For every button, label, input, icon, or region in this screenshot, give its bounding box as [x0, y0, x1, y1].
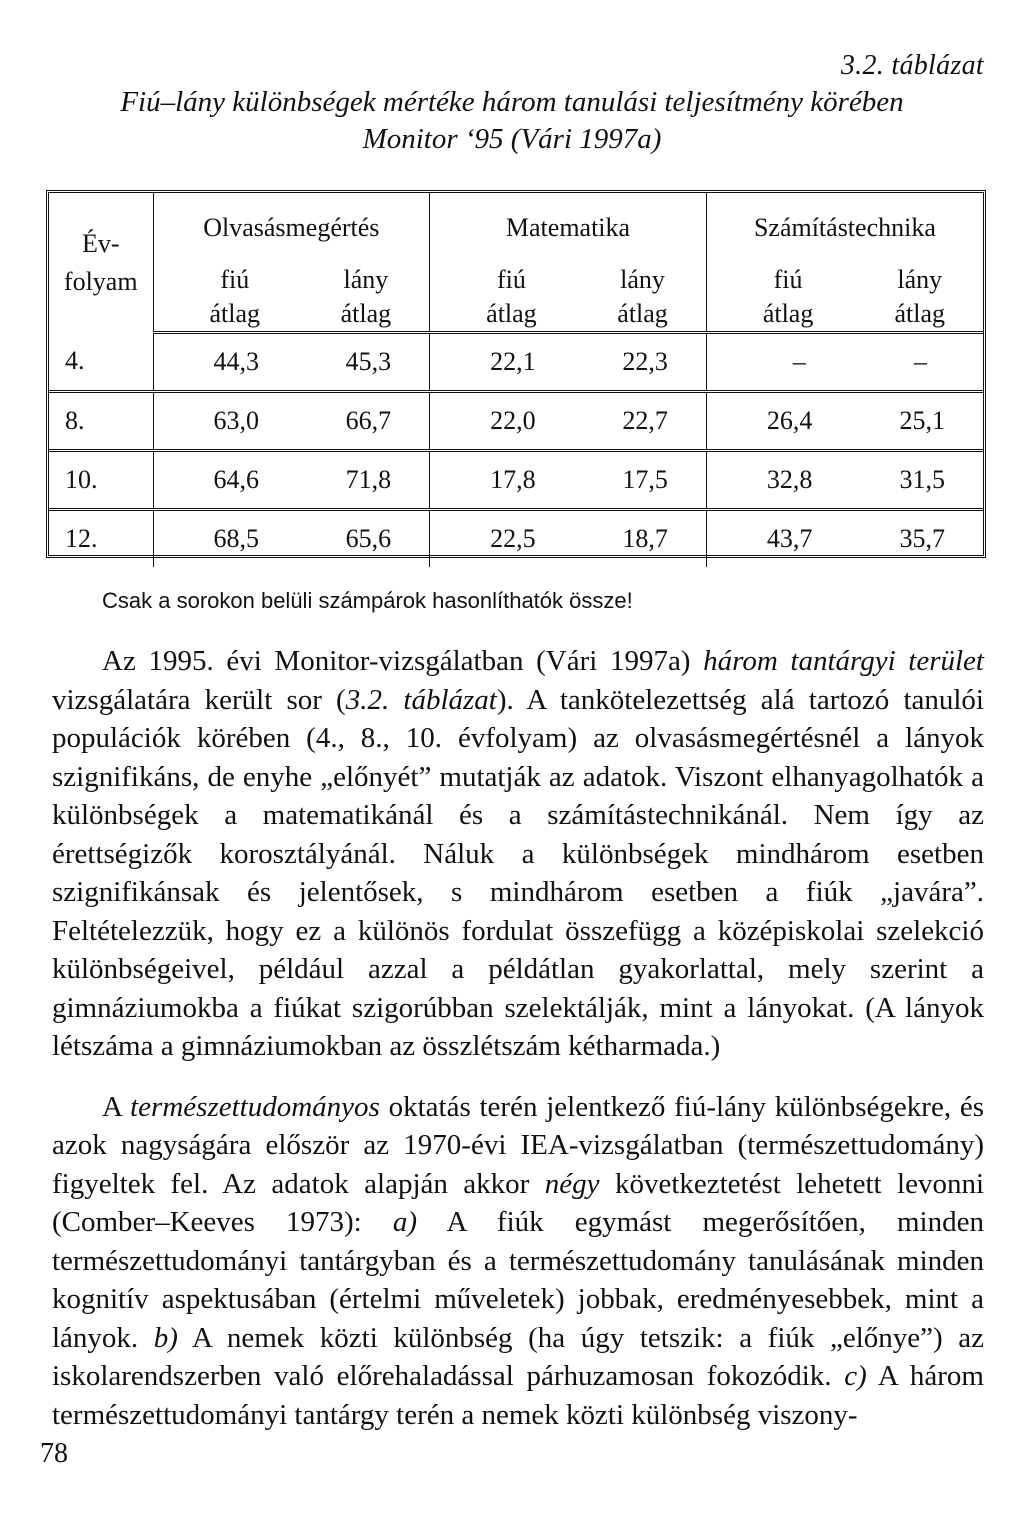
text-run: A — [102, 1090, 131, 1123]
value-cell: 18,7 — [622, 524, 668, 553]
year-cell: 4. — [49, 333, 153, 392]
paragraph-1 — [52, 642, 984, 1066]
text-run: következtetést lehetett levonni (Comber–Keeves 1973): — [52, 1167, 985, 1238]
subheader-boy-top: fiú — [496, 265, 526, 294]
year-header-line-2: folyam — [63, 266, 138, 296]
year-header-line-1: Év- — [81, 228, 120, 258]
text-run: ). A tankötelezettség alá tartozó tanulói populációk körében (4., 8., 10. évfolyam) az olvasásmegértésnél a lányok szignifikáns, de enyhe „előnyét” mutatják az adatok. Viszont elhanyagolhatók a különbségek a matematikánál és a számítástechnikánál. Nem így az érettségizők korosztályánál. Náluk a különbségek mindhárom esetben szignifikánsak és jelentősek, s mindhárom esetben a fiúk „javára”. Feltételezzük, hogy ez a különös fordulat összefügg a középiskolai szelekció különbségeivel, például azzal a példátlan gyakorlattal, mely szerint a gimnáziumokba a fiúkat szigorúbban szelektálják, mint a lányokat. (A lányok létszáma a gimnáziumokban az összlétszám kétharmada.) — [52, 683, 984, 1062]
subheader-girl-top: lány — [620, 265, 665, 294]
subheader-boy-bottom: átlag — [486, 299, 537, 328]
subheader-girl-top: lány — [897, 265, 943, 294]
italic-run: 3.2. táblázat — [345, 683, 497, 716]
value-cell: 26,4 — [766, 406, 813, 435]
year-cell: 8. — [49, 392, 153, 451]
subheader-girl-bottom: átlag — [340, 299, 392, 328]
caption-line-1: Fiú–lány különbségek mértéke három tanulási teljesítmény körében — [120, 86, 904, 118]
subheader-girl-bottom: átlag — [617, 299, 668, 328]
italic-run: négy — [544, 1167, 600, 1200]
subheader-reading — [153, 263, 430, 333]
value-cell: 22,7 — [622, 406, 668, 435]
value-cell: 45,3 — [345, 347, 392, 376]
value-cell: 22,0 — [490, 406, 536, 435]
subheader-girl-bottom: átlag — [894, 299, 945, 328]
year-cell: 10. — [49, 451, 153, 510]
table-row — [49, 392, 983, 451]
body-text — [52, 642, 984, 1456]
subheader-girl-top: lány — [343, 265, 389, 294]
value-cell: 43,7 — [766, 524, 813, 553]
italic-run: b) — [153, 1321, 178, 1354]
text-run: Az 1995. évi Monitor-vizsgálatban (Vári 1997a) — [102, 645, 704, 677]
paragraph-2 — [52, 1088, 984, 1435]
value-cell: 22,5 — [490, 524, 536, 553]
subject-header-math: Matematika — [430, 193, 707, 263]
value-cell: 25,1 — [899, 406, 945, 435]
subject-header-computing: Számítástechnika — [753, 213, 936, 242]
value-cell: 22,3 — [622, 347, 668, 376]
table-number: 3.2. táblázat — [840, 50, 984, 81]
value-cell: 22,1 — [490, 347, 536, 376]
text-run: A fiúk egymást megerősítően, minden természettudományi tantárgyban és a természettudomány tanulásának minden kognitív aspektusában (értelmi műveletek) jobbak, eredményesebbek, mint a lányok. — [52, 1206, 984, 1354]
text-run: oktatás terén jelentkező fiú-lány különbségekre, és azok nagyságára először az 1970-évi IEA-vizsgálatban (természettudomány) figyeltek fel. Az adatok alapján akkor — [52, 1090, 985, 1200]
table-row — [49, 451, 983, 510]
italic-run: természettudományos — [130, 1090, 380, 1123]
value-cell: 66,7 — [345, 406, 392, 435]
value-cell: 31,5 — [899, 465, 945, 494]
value-cell: 17,8 — [490, 465, 536, 494]
subheader-boy-top: fiú — [773, 265, 803, 294]
year-cell: 12. — [49, 510, 153, 568]
value-cell: 17,5 — [622, 465, 668, 494]
table-row — [49, 333, 983, 392]
value-cell: – — [792, 347, 806, 376]
subject-header-reading: Olvasásmegértés — [153, 193, 430, 263]
italic-run: a) — [392, 1206, 417, 1238]
value-cell: 64,6 — [213, 465, 259, 494]
value-cell: 65,6 — [345, 524, 392, 553]
value-cell: 71,8 — [345, 465, 392, 494]
caption-line-2: Monitor ‘95 (Vári 1997a) — [362, 123, 662, 155]
data-table — [46, 190, 986, 558]
subheader-math — [430, 263, 707, 333]
italic-run: c) — [844, 1360, 867, 1392]
value-cell: – — [914, 347, 927, 376]
year-header — [49, 193, 153, 333]
value-cell: 44,3 — [213, 347, 259, 376]
value-cell: 68,5 — [213, 524, 259, 553]
value-cell: 35,7 — [899, 524, 945, 553]
subheader-computing — [706, 263, 983, 333]
italic-run: három tantárgyi terület — [703, 645, 984, 677]
table-caption — [40, 84, 984, 158]
value-cell: 63,0 — [213, 406, 259, 435]
table-note: Csak a sorokon belüli számpárok hasonlíthatók össze! — [102, 588, 633, 613]
subheader-boy-top: fiú — [220, 265, 250, 294]
text-run: A három természettudományi tantárgy terén a nemek közti különbség viszony- — [52, 1360, 984, 1431]
table-row — [49, 510, 983, 568]
text-run: vizsgálatára került sor ( — [52, 683, 346, 716]
value-cell: 32,8 — [766, 465, 813, 494]
page-number: 78 — [40, 1438, 68, 1469]
subheader-boy-bottom: átlag — [209, 299, 261, 328]
text-run: A nemek közti különbség (ha úgy tetszik: a fiúk „előnye”) az iskolarendszerben való előrehaladással párhuzamosan fokozódik. — [52, 1321, 985, 1392]
subheader-boy-bottom: átlag — [762, 299, 814, 328]
